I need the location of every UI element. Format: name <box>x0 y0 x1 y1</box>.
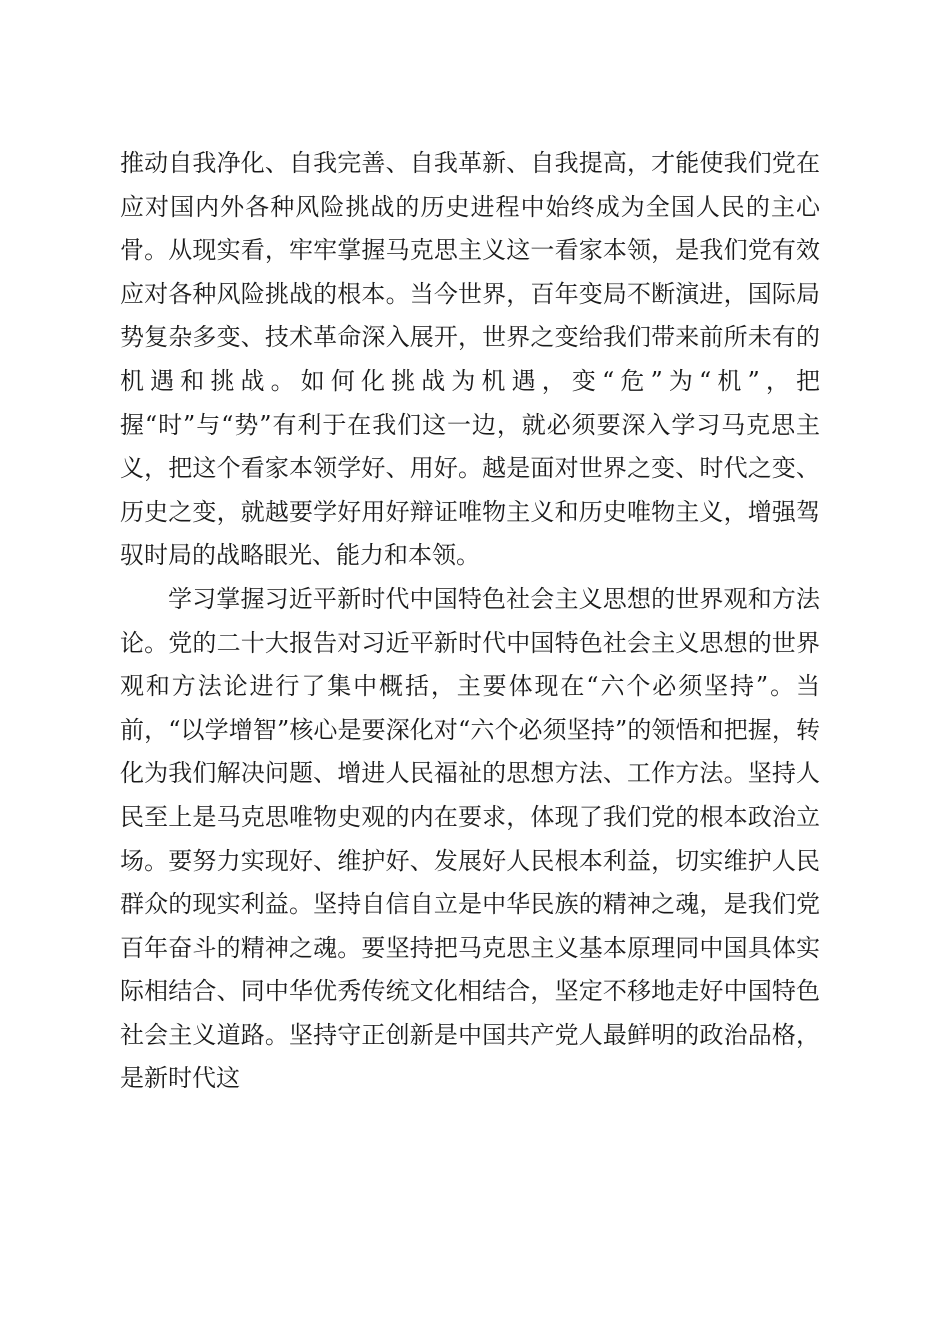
paragraph-worldview-methodology: 学习掌握习近平新时代中国特色社会主义思想的世界观和方法论。党的二十大报告对习近平新时代中国特色社会主义思想的世界观和方法论进行了集中概括，主要体现在“六个必须坚持”。当前，“以学增智”核心是要深化对“六个必须坚持”的领悟和把握，转化为我们解决问题、增进人民福祉的思想方法、工作方法。坚持人民至上是马克思唯物史观的内在要求，体现了我们党的根本政治立场。要努力实现好、维护好、发展好人民根本利益，切实维护人民群众的现实利益。坚持自信自立是中华民族的精神之魂，是我们党百年奋斗的精神之魂。要坚持把马克思主义基本原理同中国具体实际相结合、同中华优秀传统文化相结合，坚定不移地走好中国特色社会主义道路。坚持守正创新是中国共产党人最鲜明的政治品格，是新时代这 <box>120 584 820 1093</box>
body-text <box>120 142 820 1101</box>
paragraph-continuation: 推动自我净化、自我完善、自我革新、自我提高，才能使我们党在应对国内外各种风险挑战的历史进程中始终成为全国人民的主心骨。从现实看，牢牢掌握马克思主义这一看家本领，是我们党有效应对各种风险挑战的根本。当今世界，百年变局不断演进，国际局势复杂多变、技术革命深入展开，世界之变给我们带来前所未有的机遇和挑战。如何化挑战为机遇，变“危”为“机”，把握“时”与“势”有利于在我们这一边，就必须要深入学习马克思主义，把这个看家本领学好、用好。越是面对世界之变、时代之变、历史之变，就越要学好用好辩证唯物主义和历史唯物主义，增强驾驭时局的战略眼光、能力和本领。 <box>120 149 820 570</box>
